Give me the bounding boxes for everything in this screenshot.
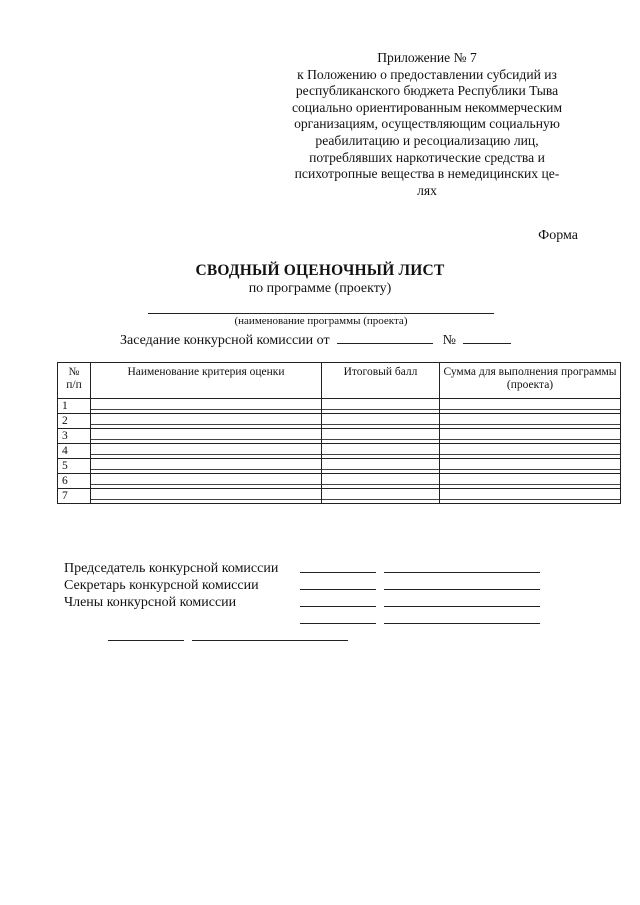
cell-underline <box>322 469 439 470</box>
cell-underline <box>322 499 439 500</box>
cell-underline <box>91 424 321 425</box>
cell-underline <box>322 454 439 455</box>
appendix-line: психотропные вещества в немедицинских це- <box>294 166 560 182</box>
appendix-line: организациям, осуществляющим социальную <box>294 116 560 132</box>
cell-underline <box>440 484 620 485</box>
appendix-line: Приложение № 7 <box>377 50 477 65</box>
members-label: Члены конкурсной комиссии <box>64 595 237 610</box>
cell-underline <box>91 469 321 470</box>
cell-underline <box>322 484 439 485</box>
appendix-line: потреблявших наркотические средства и <box>309 149 545 165</box>
cell-underline <box>91 409 321 410</box>
meeting-number-field[interactable] <box>463 330 511 344</box>
cell-underline <box>322 424 439 425</box>
criterion-cell[interactable] <box>91 459 322 474</box>
row-number: 1 <box>58 399 91 414</box>
cell-underline <box>91 439 321 440</box>
program-name-caption: (наименование программы (проекта) <box>234 315 408 327</box>
cell-underline <box>91 454 321 455</box>
cell-underline <box>440 499 620 500</box>
member-name-field[interactable] <box>384 623 540 624</box>
score-cell[interactable] <box>322 444 440 459</box>
evaluation-table <box>57 362 621 504</box>
column-header-amount: Сумма для выполнения программы (проекта) <box>440 363 621 399</box>
chairman-name-field[interactable] <box>384 572 540 573</box>
secretary-label: Секретарь конкурсной комиссии <box>64 578 259 593</box>
cell-underline <box>440 409 620 410</box>
table-header-row <box>58 363 621 399</box>
cell-underline <box>322 439 439 440</box>
amount-cell[interactable] <box>440 474 621 489</box>
criterion-cell[interactable] <box>91 444 322 459</box>
member-name-field[interactable] <box>192 640 348 641</box>
cell-underline <box>91 499 321 500</box>
secretary-signature-field[interactable] <box>300 589 376 590</box>
row-number: 3 <box>58 429 91 444</box>
meeting-label: Заседание конкурсной комиссии от <box>120 333 330 348</box>
table-row <box>58 459 621 474</box>
table-row <box>58 489 621 504</box>
row-number: 4 <box>58 444 91 459</box>
row-number: 6 <box>58 474 91 489</box>
score-cell[interactable] <box>322 399 440 414</box>
row-number: 2 <box>58 414 91 429</box>
program-name-field[interactable] <box>148 313 494 314</box>
column-header-score: Итоговый балл <box>322 363 440 399</box>
amount-cell[interactable] <box>440 489 621 504</box>
score-cell[interactable] <box>322 489 440 504</box>
appendix-line: республиканского бюджета Республики Тыва <box>295 83 559 99</box>
criterion-cell[interactable] <box>91 399 322 414</box>
cell-underline <box>440 424 620 425</box>
cell-underline <box>440 454 620 455</box>
document-subtitle: по программе (проекту) <box>248 281 392 296</box>
column-header-number: № п/п <box>58 363 91 399</box>
table-row <box>58 399 621 414</box>
chairman-signature-field[interactable] <box>300 572 376 573</box>
appendix-line: к Положению о предоставлении субсидий из <box>297 66 557 82</box>
table-row <box>58 474 621 489</box>
member-signature-field[interactable] <box>108 640 184 641</box>
score-cell[interactable] <box>322 459 440 474</box>
score-cell[interactable] <box>322 429 440 444</box>
row-number: 7 <box>58 489 91 504</box>
score-cell[interactable] <box>322 474 440 489</box>
table-row <box>58 429 621 444</box>
cell-underline <box>91 484 321 485</box>
criterion-cell[interactable] <box>91 474 322 489</box>
criterion-cell[interactable] <box>91 489 322 504</box>
appendix-line: социально ориентированным некоммерческим <box>291 99 563 115</box>
criterion-cell[interactable] <box>91 429 322 444</box>
cell-underline <box>322 409 439 410</box>
secretary-name-field[interactable] <box>384 589 540 590</box>
appendix-block <box>262 50 592 199</box>
appendix-line: лях <box>417 182 437 198</box>
meeting-number-label: № <box>442 333 456 348</box>
amount-cell[interactable] <box>440 444 621 459</box>
column-header-criterion: Наименование критерия оценки <box>91 363 322 399</box>
row-number: 5 <box>58 459 91 474</box>
table-row <box>58 444 621 459</box>
amount-cell[interactable] <box>440 414 621 429</box>
meeting-date-field[interactable] <box>337 330 433 344</box>
document-title: СВОДНЫЙ ОЦЕНОЧНЫЙ ЛИСТ <box>195 262 445 279</box>
score-cell[interactable] <box>322 414 440 429</box>
member-name-field[interactable] <box>384 606 540 607</box>
amount-cell[interactable] <box>440 399 621 414</box>
criterion-cell[interactable] <box>91 414 322 429</box>
table-row <box>58 414 621 429</box>
cell-underline <box>440 469 620 470</box>
signatures-block <box>64 560 278 611</box>
form-label: Форма <box>538 228 578 243</box>
appendix-line: реабилитацию и ресоциализацию лиц, <box>315 132 539 148</box>
cell-underline <box>440 439 620 440</box>
chairman-label: Председатель конкурсной комиссии <box>64 561 279 576</box>
member-signature-field[interactable] <box>300 606 376 607</box>
amount-cell[interactable] <box>440 429 621 444</box>
meeting-line <box>120 330 511 349</box>
member-signature-field[interactable] <box>300 623 376 624</box>
amount-cell[interactable] <box>440 459 621 474</box>
